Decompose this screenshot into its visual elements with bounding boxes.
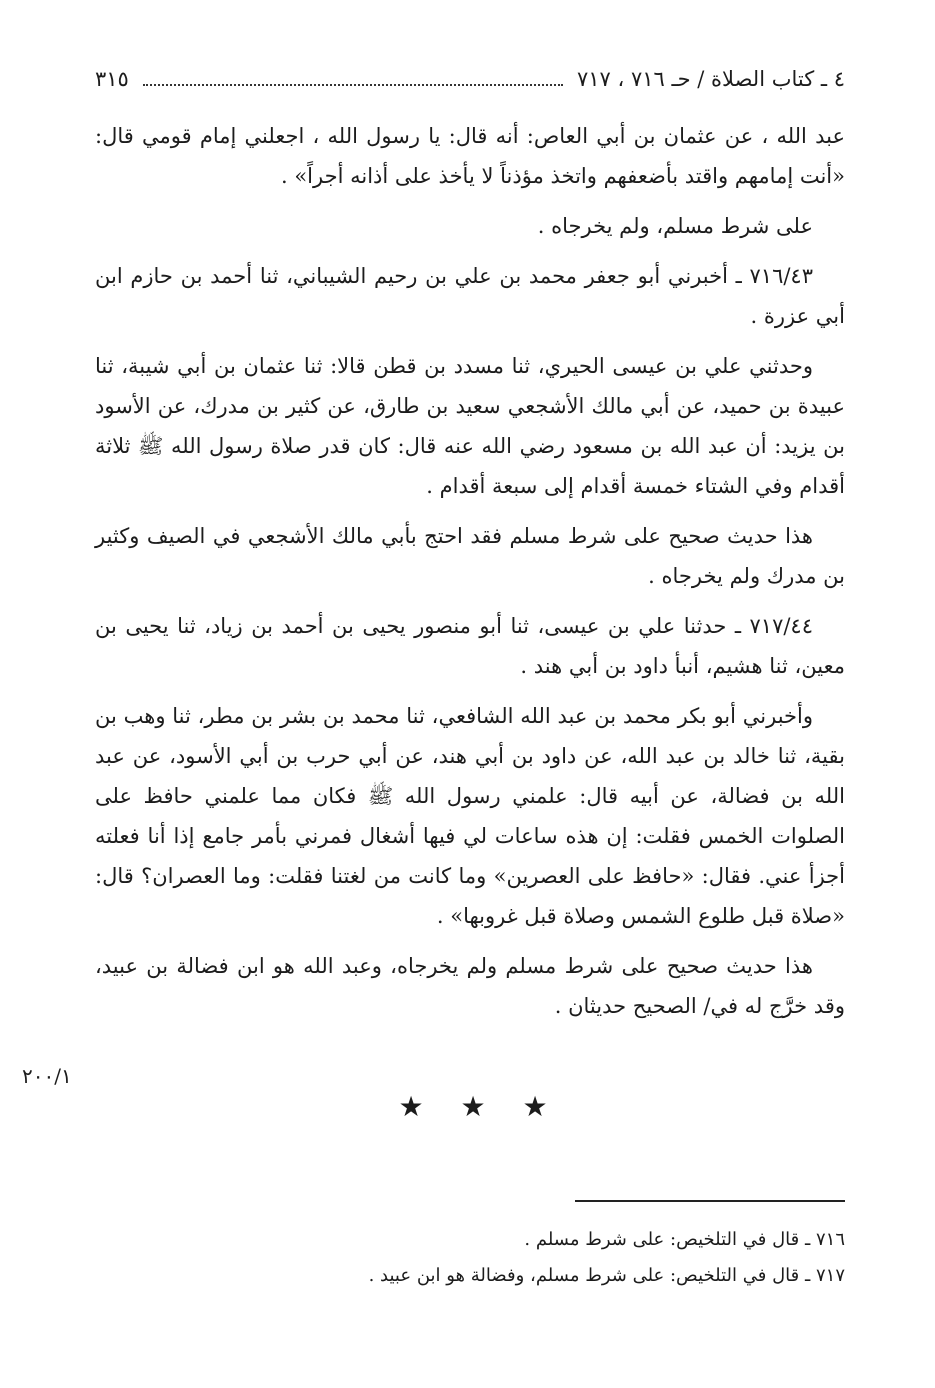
paragraph-grading: هذا حديث صحيح على شرط مسلم فقد احتج بأبي مالك الأشجعي في الصيف وكثير بن مدرك ولم يخرجاه . (95, 524, 845, 588)
paragraph-isnad: وحدثني علي بن عيسى الحيري، ثنا مسدد بن قطن قالا: ثنا عثمان بن أبي شيبة، ثنا عبيدة بن حميد، عن أبي مالك الأشجعي سعيد بن طارق، عن كثير بن مدرك، عن الأسود بن يزيد: أن عبد الله بن مسعود رضي الله عنه قال: كان قدر صلاة رسول الله ﷺ ثلاثة أقدام وفي الشتاء خمسة أقدام إلى سبعة أقدام . (95, 354, 845, 498)
paragraph-hadith-716: ٧١٦/٤٣ ـ أخبرني أبو جعفر محمد بن علي بن رحيم الشيباني، ثنا أحمد بن حازم ابن أبي عزرة . (95, 264, 845, 328)
footnote-item: ٧١٧ ـ قال في التلخيص: على شرط مسلم، وفضالة هو ابن عبيد . (368, 1265, 845, 1286)
section-separator: ★ ★ ★ (398, 1090, 562, 1123)
footnote-divider (575, 1200, 845, 1202)
paragraph-grading: هذا حديث صحيح على شرط مسلم ولم يخرجاه، وعبد الله هو ابن فضالة بن عبيد، وقد خرَّج له في/ الصحيح حديثان . (95, 954, 845, 1018)
paragraph-hadith-717: ٧١٧/٤٤ ـ حدثنا علي بن عيسى، ثنا أبو منصور يحيى بن أحمد بن زياد، ثنا يحيى بن معين، ثنا هشيم، أنبأ داود بن أبي هند . (95, 614, 845, 678)
footnotes (300, 1222, 845, 1294)
margin-reference: ٢٠٠/١ (22, 1064, 72, 1088)
paragraph-grading: على شرط مسلم، ولم يخرجاه . (537, 214, 813, 238)
footnote-item: ٧١٦ ـ قال في التلخيص: على شرط مسلم . (524, 1229, 845, 1250)
paragraph-continuation: عبد الله ، عن عثمان بن أبي العاص: أنه قال: يا رسول الله ، اجعلني إمام قومي قال: «أنت إمامهم واقتد بأضعفهم واتخذ مؤذناً لا يأخذ على أذانه أجراً» . (95, 124, 845, 188)
header-dot-leader (143, 84, 563, 86)
header-title: ٤ ـ كتاب الصلاة / حـ ٧١٦ ، ٧١٧ (576, 67, 845, 91)
paragraph-isnad: وأخبرني أبو بكر محمد بن عبد الله الشافعي، ثنا محمد بن بشر بن مطر، ثنا وهب بن بقية، ثنا خالد بن عبد الله، عن داود بن أبي هند، عن أبي حرب بن أبي الأسود، عن عبد الله بن فضالة، عن أبيه قال: علمني رسول الله ﷺ فكان مما علمني حافظ على الصلوات الخمس فقلت: إن هذه ساعات لي فيها أشغال فمرني بأمر جامع إذا أنا فعلته أجزأ عني. فقال: «حافظ على العصرين» وما كانت من لغتنا فقلت: وما العصران؟ قال: «صلاة قبل طلوع الشمس وصلاة قبل غروبها» . (95, 704, 845, 928)
page-number: ٣١٥ (95, 67, 129, 91)
running-header (95, 62, 845, 96)
main-text (95, 116, 845, 1036)
